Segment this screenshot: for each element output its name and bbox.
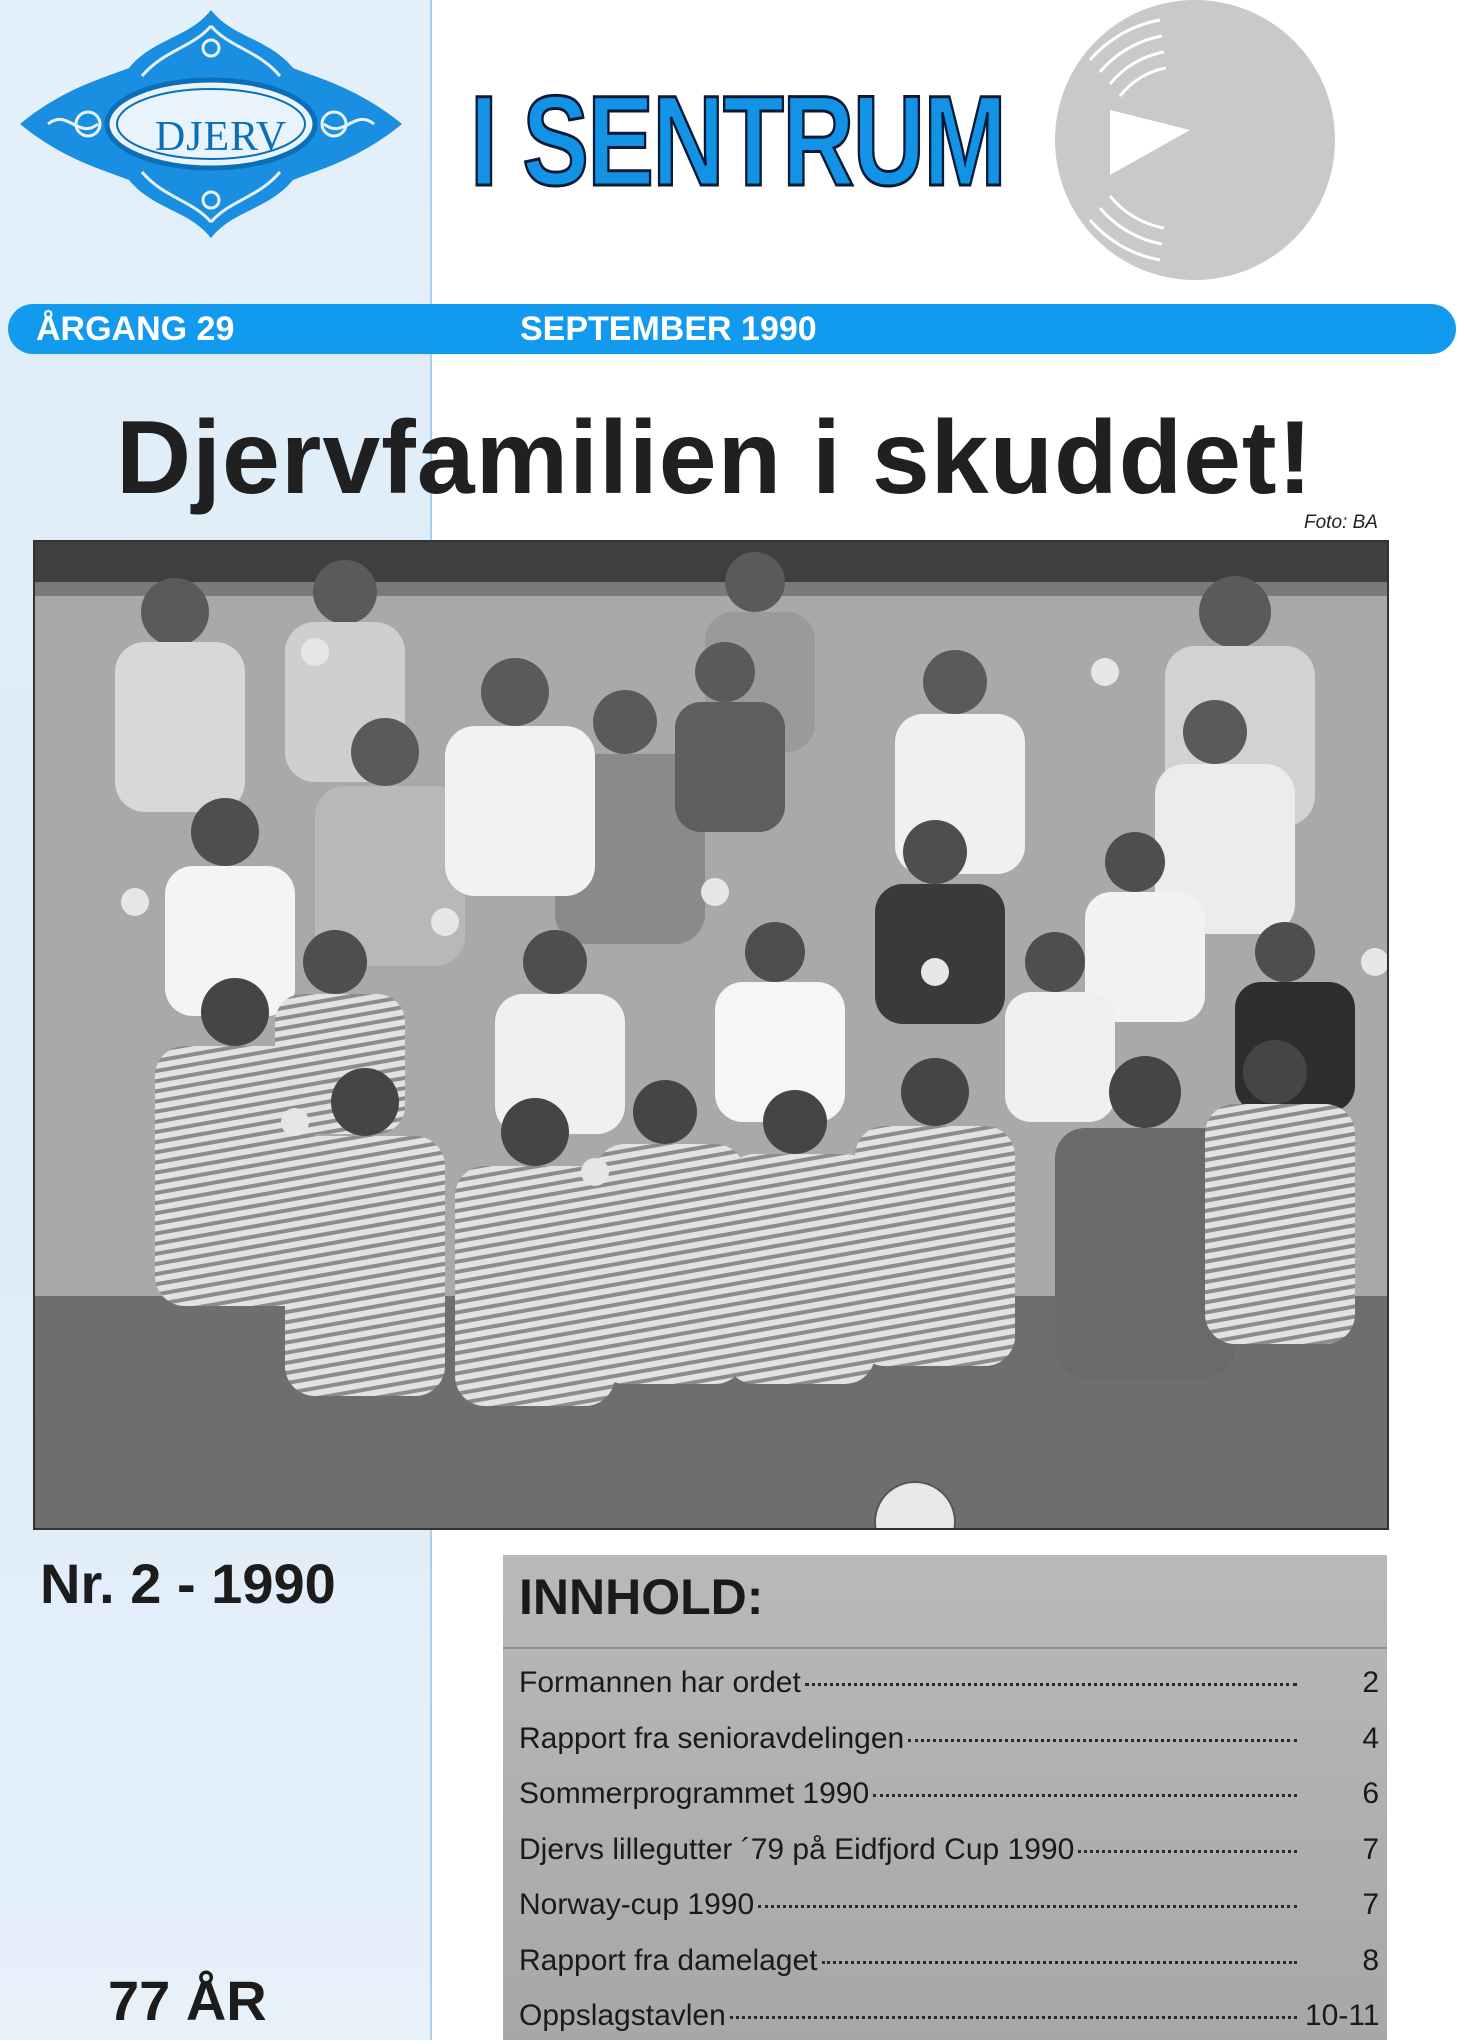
toc-item-label: Sommerprogrammet 1990 bbox=[519, 1777, 870, 1810]
toc-item[interactable] bbox=[519, 1766, 1379, 1822]
toc-item[interactable] bbox=[519, 1877, 1379, 1933]
toc-list bbox=[519, 1655, 1379, 2044]
photo-credit: Foto: BA bbox=[1304, 512, 1378, 533]
anniversary-label: 77 ÅR bbox=[108, 1969, 267, 2032]
toc-leader-dots bbox=[730, 2016, 1297, 2019]
toc-leader-dots bbox=[758, 1905, 1297, 1908]
toc-item-label: Rapport fra senioravdelingen bbox=[519, 1721, 905, 1755]
cover-headline: Djervfamilien i skuddet! bbox=[116, 400, 1314, 516]
volume-label: ÅRGANG 29 bbox=[36, 310, 235, 348]
issue-date: SEPTEMBER 1990 bbox=[520, 310, 817, 348]
toc-item[interactable] bbox=[519, 1655, 1379, 1711]
toc-item-page: 8 bbox=[1362, 1943, 1379, 1977]
group-photo-image bbox=[35, 542, 1387, 1528]
issue-number: Nr. 2 - 1990 bbox=[40, 1552, 336, 1615]
toc-item-label: Djervs lillegutter ´79 på Eidfjord Cup 1990 bbox=[519, 1832, 1075, 1866]
toc-leader-dots bbox=[908, 1739, 1297, 1742]
toc-item[interactable] bbox=[519, 1988, 1379, 2044]
toc-item-page: 7 bbox=[1362, 1888, 1379, 1921]
toc-item-label: Rapport fra damelaget bbox=[519, 1943, 818, 1977]
toc-leader-dots bbox=[805, 1683, 1297, 1686]
toc-item-page: 7 bbox=[1362, 1832, 1379, 1866]
toc-item-page: 4 bbox=[1362, 1721, 1379, 1755]
table-of-contents bbox=[503, 1555, 1387, 2040]
toc-item[interactable] bbox=[519, 1711, 1379, 1767]
toc-item[interactable] bbox=[519, 1822, 1379, 1878]
toc-leader-dots bbox=[1078, 1850, 1297, 1853]
masthead-title: I SENTRUM bbox=[470, 70, 1006, 213]
toc-item-page: 2 bbox=[1362, 1666, 1379, 1699]
logo-text: DJERV bbox=[154, 114, 288, 160]
toc-item[interactable] bbox=[519, 1933, 1379, 1989]
toc-leader-dots bbox=[822, 1961, 1297, 1964]
toc-title: INNHOLD: bbox=[519, 1569, 764, 1625]
team-photo bbox=[33, 540, 1389, 1530]
toc-divider bbox=[503, 1647, 1387, 1649]
toc-item-page: 6 bbox=[1362, 1777, 1379, 1810]
toc-item-label: Formannen har ordet bbox=[519, 1666, 801, 1699]
toc-item-label: Oppslagstavlen bbox=[519, 1999, 726, 2032]
club-logo bbox=[18, 8, 404, 240]
toc-leader-dots bbox=[873, 1794, 1297, 1797]
toc-item-page: 10-11 bbox=[1305, 1999, 1380, 2032]
masthead-disc-icon bbox=[1050, 0, 1340, 290]
toc-item-label: Norway-cup 1990 bbox=[519, 1888, 755, 1921]
